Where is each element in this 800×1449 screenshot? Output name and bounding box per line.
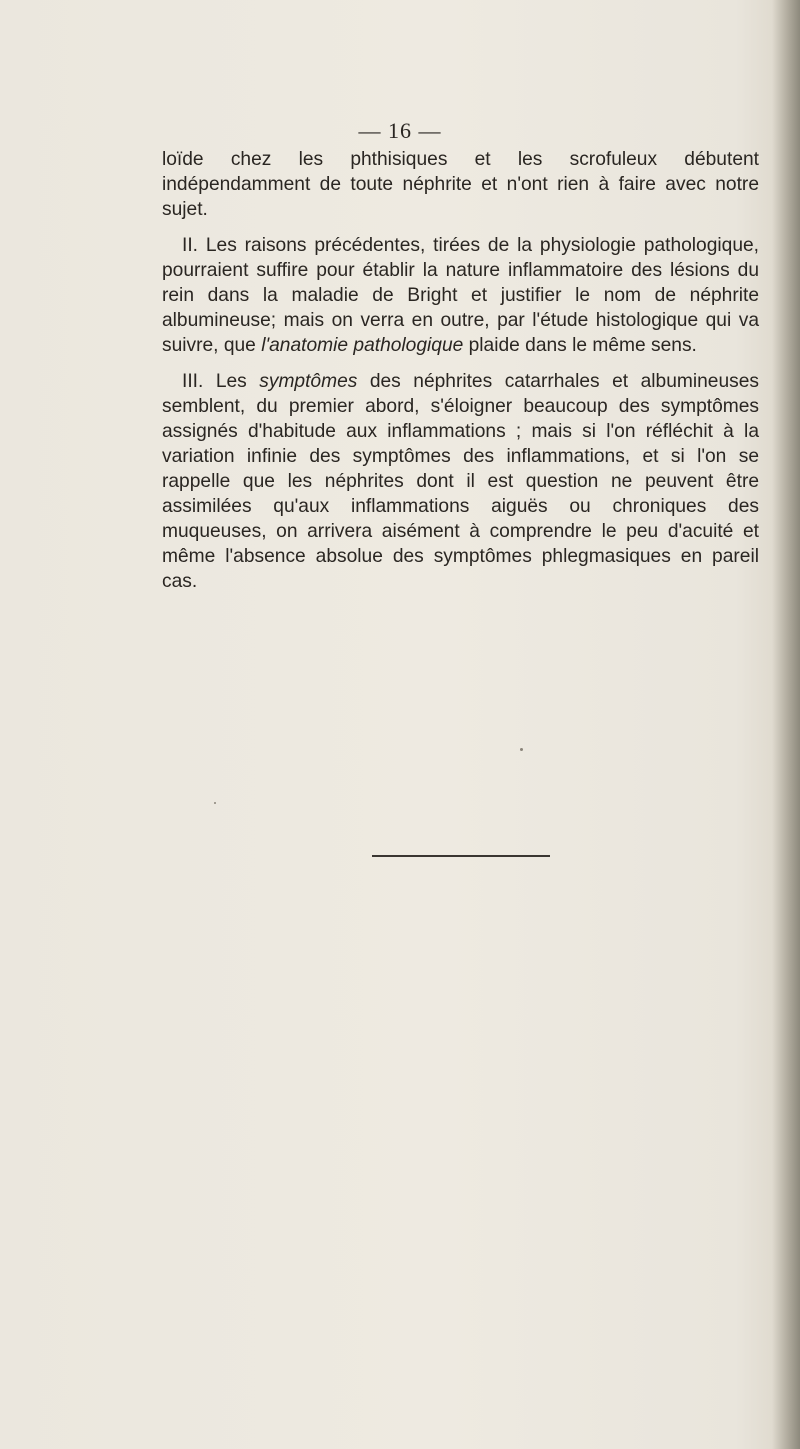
paragraph-text: III. Les (182, 371, 260, 392)
paragraph-text: loïde chez les phthisiques et les scrofuleux débutent indépendamment de toute néphrite et n'ont rien à faire avec notre sujet. (162, 149, 759, 220)
italic-term: l'anatomie pathologique (261, 335, 464, 356)
page-number: — 16 — (358, 118, 442, 143)
paragraph-text: des néphrites catarrhales et albumineuses semblent, du premier abord, s'éloigner beaucoup des symptômes assignés d'habitude aux inflammations ; mais si l'on réfléchit à la variation infinie des symptômes des inflammations, et si l'on se rappelle que les néphrites dont il est question ne peuvent être assimilées qu'aux inflammations aiguës ou chroniques des muqueuses, on arrivera aisément à comprendre le peu d'acuité et même l'absence absolue des symptômes phlegmasiques en pareil cas. (162, 371, 759, 592)
page-edge-shadow (772, 0, 800, 1449)
paper-speck (520, 748, 523, 751)
paragraph-text: II. Les raisons précédentes, tirées de la physiologie pathologique, pourraient suffire pour établir la nature inflammatoire des lésions du rein dans la maladie de Bright et justifier le nom de néphrite albumineuse; mais on verra en outre, par l'étude histologique qui va suivre, que (162, 235, 759, 356)
paragraph-text: plaide dans le même sens. (463, 335, 697, 356)
paragraph-section-iii (162, 369, 759, 594)
paper-speck (214, 802, 216, 804)
paragraph-section-ii (162, 233, 759, 358)
italic-term: symptômes (259, 371, 358, 392)
section-end-rule (372, 855, 550, 857)
body-text (162, 147, 759, 605)
paragraph-continuation (162, 147, 759, 222)
